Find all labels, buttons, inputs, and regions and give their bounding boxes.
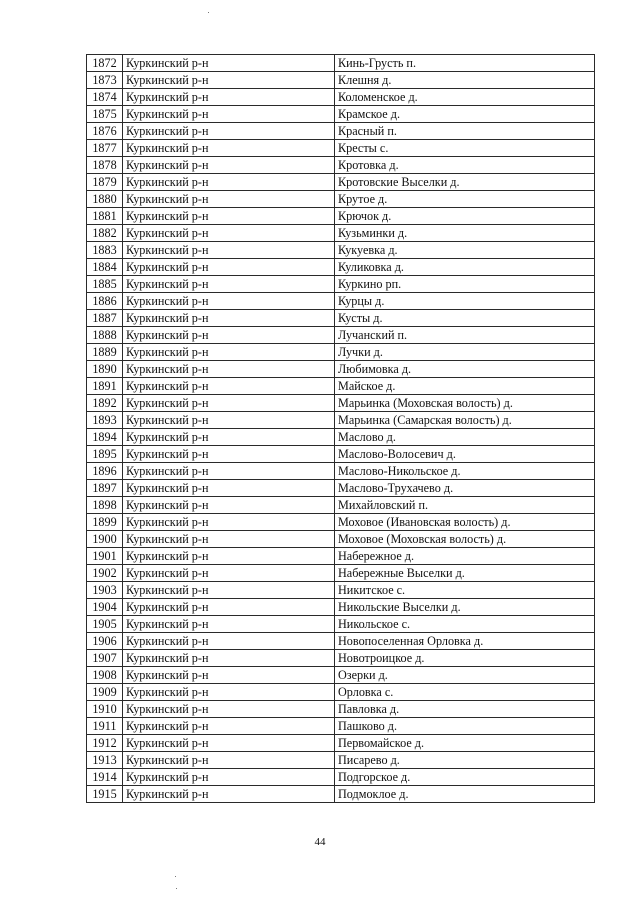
district-cell: Куркинский р-н [123, 633, 335, 650]
row-number: 1876 [87, 123, 123, 140]
row-number: 1888 [87, 327, 123, 344]
table-row [87, 752, 595, 769]
settlement-cell: Никольское с. [335, 616, 595, 633]
table-row [87, 701, 595, 718]
table-row [87, 106, 595, 123]
district-cell: Куркинский р-н [123, 361, 335, 378]
table-row [87, 208, 595, 225]
row-number: 1898 [87, 497, 123, 514]
settlement-cell: Куркино рп. [335, 276, 595, 293]
district-cell: Куркинский р-н [123, 480, 335, 497]
district-cell: Куркинский р-н [123, 565, 335, 582]
table-row [87, 140, 595, 157]
row-number: 1872 [87, 55, 123, 72]
row-number: 1897 [87, 480, 123, 497]
district-cell: Куркинский р-н [123, 786, 335, 803]
settlement-cell: Крючок д. [335, 208, 595, 225]
row-number: 1915 [87, 786, 123, 803]
row-number: 1905 [87, 616, 123, 633]
row-number: 1904 [87, 599, 123, 616]
row-number: 1906 [87, 633, 123, 650]
settlement-cell: Подгорское д. [335, 769, 595, 786]
settlement-cell: Новопоселенная Орловка д. [335, 633, 595, 650]
table-row [87, 548, 595, 565]
settlement-cell: Набережные Выселки д. [335, 565, 595, 582]
district-cell: Куркинский р-н [123, 531, 335, 548]
district-cell: Куркинский р-н [123, 106, 335, 123]
row-number: 1896 [87, 463, 123, 480]
settlement-cell: Подмоклое д. [335, 786, 595, 803]
settlement-cell: Первомайское д. [335, 735, 595, 752]
settlement-cell: Курцы д. [335, 293, 595, 310]
table-row [87, 327, 595, 344]
district-cell: Куркинский р-н [123, 395, 335, 412]
district-cell: Куркинский р-н [123, 310, 335, 327]
row-number: 1908 [87, 667, 123, 684]
row-number: 1873 [87, 72, 123, 89]
table-row [87, 684, 595, 701]
scan-speck [175, 876, 176, 877]
table-row [87, 667, 595, 684]
table-row [87, 225, 595, 242]
row-number: 1880 [87, 191, 123, 208]
district-cell: Куркинский р-н [123, 650, 335, 667]
table-row [87, 769, 595, 786]
row-number: 1893 [87, 412, 123, 429]
settlement-cell: Крутое д. [335, 191, 595, 208]
settlement-cell: Никитское с. [335, 582, 595, 599]
table-row [87, 344, 595, 361]
row-number: 1909 [87, 684, 123, 701]
district-cell: Куркинский р-н [123, 735, 335, 752]
row-number: 1885 [87, 276, 123, 293]
table-row [87, 191, 595, 208]
table-row [87, 786, 595, 803]
table-row [87, 429, 595, 446]
table-row [87, 157, 595, 174]
row-number: 1910 [87, 701, 123, 718]
table-row [87, 463, 595, 480]
settlement-cell: Орловка с. [335, 684, 595, 701]
district-cell: Куркинский р-н [123, 293, 335, 310]
district-cell: Куркинский р-н [123, 157, 335, 174]
settlement-cell: Михайловский п. [335, 497, 595, 514]
settlement-cell: Кусты д. [335, 310, 595, 327]
table-row [87, 565, 595, 582]
table-row [87, 531, 595, 548]
table-row [87, 412, 595, 429]
row-number: 1899 [87, 514, 123, 531]
settlements-table-body [87, 55, 595, 803]
settlement-cell: Набережное д. [335, 548, 595, 565]
table-row [87, 55, 595, 72]
settlement-cell: Маслово-Волосевич д. [335, 446, 595, 463]
table-row [87, 242, 595, 259]
scan-speck [208, 12, 209, 13]
table-row [87, 633, 595, 650]
row-number: 1875 [87, 106, 123, 123]
settlement-cell: Кинь-Грусть п. [335, 55, 595, 72]
district-cell: Куркинский р-н [123, 667, 335, 684]
table-row [87, 276, 595, 293]
row-number: 1894 [87, 429, 123, 446]
district-cell: Куркинский р-н [123, 242, 335, 259]
settlement-cell: Маслово-Никольское д. [335, 463, 595, 480]
district-cell: Куркинский р-н [123, 514, 335, 531]
district-cell: Куркинский р-н [123, 191, 335, 208]
district-cell: Куркинский р-н [123, 140, 335, 157]
district-cell: Куркинский р-н [123, 701, 335, 718]
table-row [87, 735, 595, 752]
table-row [87, 293, 595, 310]
settlement-cell: Лучанский п. [335, 327, 595, 344]
row-number: 1874 [87, 89, 123, 106]
district-cell: Куркинский р-н [123, 55, 335, 72]
settlement-cell: Писарево д. [335, 752, 595, 769]
settlement-cell: Кресты с. [335, 140, 595, 157]
district-cell: Куркинский р-н [123, 599, 335, 616]
row-number: 1913 [87, 752, 123, 769]
table-row [87, 395, 595, 412]
settlement-cell: Кротовские Выселки д. [335, 174, 595, 191]
table-row [87, 72, 595, 89]
row-number: 1883 [87, 242, 123, 259]
district-cell: Куркинский р-н [123, 582, 335, 599]
row-number: 1882 [87, 225, 123, 242]
row-number: 1890 [87, 361, 123, 378]
district-cell: Куркинский р-н [123, 446, 335, 463]
scan-speck [176, 888, 177, 889]
district-cell: Куркинский р-н [123, 327, 335, 344]
district-cell: Куркинский р-н [123, 225, 335, 242]
row-number: 1901 [87, 548, 123, 565]
district-cell: Куркинский р-н [123, 412, 335, 429]
district-cell: Куркинский р-н [123, 276, 335, 293]
row-number: 1900 [87, 531, 123, 548]
row-number: 1912 [87, 735, 123, 752]
table-row [87, 361, 595, 378]
row-number: 1877 [87, 140, 123, 157]
district-cell: Куркинский р-н [123, 72, 335, 89]
settlement-cell: Лучки д. [335, 344, 595, 361]
settlement-cell: Маслово д. [335, 429, 595, 446]
district-cell: Куркинский р-н [123, 497, 335, 514]
row-number: 1886 [87, 293, 123, 310]
table-row [87, 650, 595, 667]
table-row [87, 497, 595, 514]
settlements-table [86, 54, 595, 803]
settlement-cell: Маслово-Трухачево д. [335, 480, 595, 497]
district-cell: Куркинский р-н [123, 548, 335, 565]
table-row [87, 123, 595, 140]
district-cell: Куркинский р-н [123, 123, 335, 140]
row-number: 1907 [87, 650, 123, 667]
district-cell: Куркинский р-н [123, 463, 335, 480]
row-number: 1914 [87, 769, 123, 786]
table-row [87, 514, 595, 531]
settlement-cell: Коломенское д. [335, 89, 595, 106]
settlement-cell: Моховое (Моховская волость) д. [335, 531, 595, 548]
row-number: 1902 [87, 565, 123, 582]
district-cell: Куркинский р-н [123, 378, 335, 395]
row-number: 1891 [87, 378, 123, 395]
table-row [87, 446, 595, 463]
settlement-cell: Марьинка (Самарская волость) д. [335, 412, 595, 429]
settlement-cell: Клешня д. [335, 72, 595, 89]
district-cell: Куркинский р-н [123, 684, 335, 701]
settlement-cell: Кротовка д. [335, 157, 595, 174]
settlement-cell: Новотроицкое д. [335, 650, 595, 667]
district-cell: Куркинский р-н [123, 616, 335, 633]
page-number: 44 [314, 836, 326, 848]
settlement-cell: Красный п. [335, 123, 595, 140]
settlement-cell: Крамское д. [335, 106, 595, 123]
settlement-cell: Марьинка (Моховская волость) д. [335, 395, 595, 412]
settlement-cell: Кузьминки д. [335, 225, 595, 242]
table-row [87, 616, 595, 633]
row-number: 1884 [87, 259, 123, 276]
settlement-cell: Майское д. [335, 378, 595, 395]
district-cell: Куркинский р-н [123, 752, 335, 769]
table-row [87, 480, 595, 497]
row-number: 1892 [87, 395, 123, 412]
table-row [87, 310, 595, 327]
settlement-cell: Моховое (Ивановская волость) д. [335, 514, 595, 531]
row-number: 1878 [87, 157, 123, 174]
district-cell: Куркинский р-н [123, 89, 335, 106]
settlement-cell: Никольские Выселки д. [335, 599, 595, 616]
row-number: 1887 [87, 310, 123, 327]
settlement-cell: Куликовка д. [335, 259, 595, 276]
row-number: 1881 [87, 208, 123, 225]
settlement-cell: Озерки д. [335, 667, 595, 684]
district-cell: Куркинский р-н [123, 429, 335, 446]
table-row [87, 259, 595, 276]
district-cell: Куркинский р-н [123, 174, 335, 191]
settlement-cell: Любимовка д. [335, 361, 595, 378]
row-number: 1911 [87, 718, 123, 735]
district-cell: Куркинский р-н [123, 344, 335, 361]
row-number: 1889 [87, 344, 123, 361]
table-row [87, 718, 595, 735]
district-cell: Куркинский р-н [123, 208, 335, 225]
row-number: 1895 [87, 446, 123, 463]
settlement-cell: Павловка д. [335, 701, 595, 718]
table-row [87, 174, 595, 191]
table-row [87, 89, 595, 106]
district-cell: Куркинский р-н [123, 718, 335, 735]
table-row [87, 582, 595, 599]
row-number: 1903 [87, 582, 123, 599]
settlement-cell: Кукуевка д. [335, 242, 595, 259]
table-row [87, 378, 595, 395]
district-cell: Куркинский р-н [123, 769, 335, 786]
district-cell: Куркинский р-н [123, 259, 335, 276]
row-number: 1879 [87, 174, 123, 191]
settlement-cell: Пашково д. [335, 718, 595, 735]
table-row [87, 599, 595, 616]
